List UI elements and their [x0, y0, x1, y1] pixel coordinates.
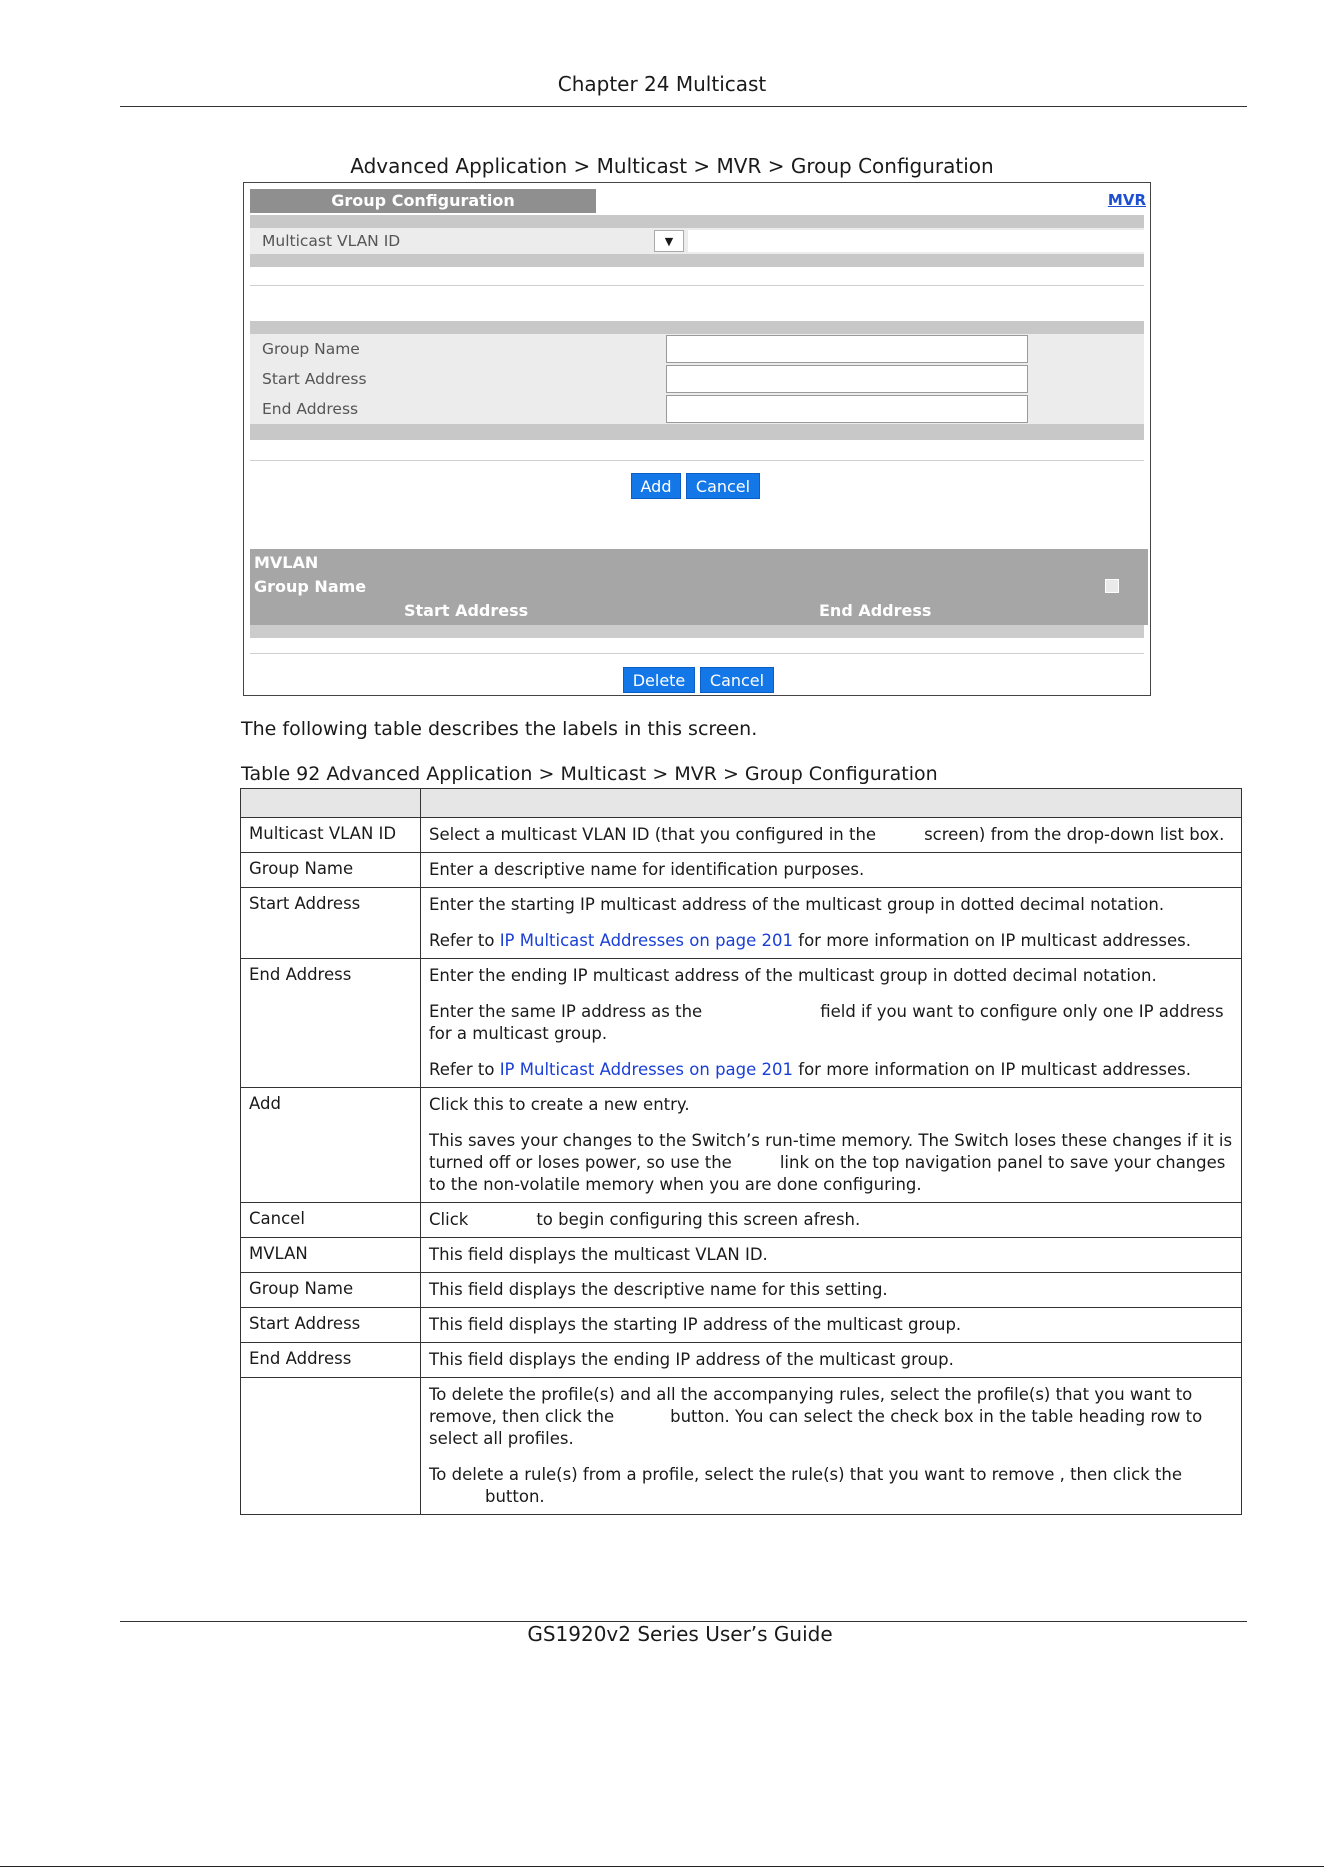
row-label: Add [241, 1088, 421, 1203]
cross-reference-link[interactable]: IP Multicast Addresses on page 201 [499, 1060, 794, 1079]
description-text: This field displays the ending IP address of the multicast group. [429, 1350, 954, 1369]
table-header-cell [241, 789, 421, 818]
row-label: Group Name [241, 853, 421, 888]
row-description [421, 818, 1242, 853]
table-row [241, 1378, 1242, 1515]
table-row [241, 1203, 1242, 1238]
grey-bar [250, 321, 1144, 334]
group-configuration-screen [243, 182, 1151, 696]
description-text: Click this to create a new entry. [429, 1095, 690, 1114]
row-description [421, 1273, 1242, 1308]
multicast-vlan-select[interactable] [654, 230, 684, 252]
description-text: Enter the starting IP multicast address of the multicast group in dotted decimal notation. [429, 895, 1165, 914]
description-text: This field displays the descriptive name for this setting. [429, 1280, 888, 1299]
table-row [241, 1308, 1242, 1343]
row-description [421, 1308, 1242, 1343]
row-description [421, 888, 1242, 959]
start-address-label: Start Address [250, 364, 662, 394]
description-text: Click [429, 1210, 469, 1229]
table-row [241, 888, 1242, 959]
row-description [421, 1378, 1242, 1515]
end-address-input[interactable] [666, 395, 1028, 423]
page-edge-line [0, 1866, 1324, 1867]
row-description [421, 1238, 1242, 1273]
row-label: Cancel [241, 1203, 421, 1238]
grey-bar [250, 625, 1144, 638]
divider [250, 460, 1144, 461]
cross-reference-link[interactable]: IP Multicast Addresses on page 201 [499, 931, 794, 950]
table-row [241, 1238, 1242, 1273]
row-label: Start Address [241, 888, 421, 959]
top-rule [120, 106, 1247, 107]
description-text: To delete the profile(s) and all the accompanying rules, select the profile(s) that you want to remove, then click the [429, 1385, 1193, 1426]
table-header-cell [421, 789, 1242, 818]
group-configuration-tab: Group Configuration [250, 189, 596, 213]
description-text: for more information on IP multicast addresses. [793, 931, 1192, 950]
description-text: field if you want to configure only one IP address for a multicast group. [429, 1002, 1224, 1043]
row-label: End Address [241, 959, 421, 1088]
cancel-button[interactable]: Cancel [686, 473, 760, 499]
row-description [421, 1343, 1242, 1378]
description-text: Enter the ending IP multicast address of the multicast group in dotted decimal notation. [429, 966, 1157, 985]
row-description [421, 853, 1242, 888]
start-address-header: Start Address [404, 601, 529, 620]
description-text: Refer to [429, 1060, 500, 1079]
description-table [240, 788, 1242, 1515]
page-footer: GS1920v2 Series User’s Guide [527, 1622, 833, 1646]
row-label [241, 1378, 421, 1515]
cancel-button-2[interactable]: Cancel [700, 667, 774, 693]
intro-text: The following table describes the labels in this screen. [241, 718, 758, 740]
group-name-input[interactable] [666, 335, 1028, 363]
table-row [241, 959, 1242, 1088]
description-text: Enter a descriptive name for identification purposes. [429, 860, 865, 879]
row-description [421, 1203, 1242, 1238]
end-address-header: End Address [819, 601, 932, 620]
mvr-link[interactable]: MVR [1107, 191, 1146, 209]
table-header-row [241, 789, 1242, 818]
grey-bar [250, 215, 1144, 228]
row-label: Start Address [241, 1308, 421, 1343]
row-label: MVLAN [241, 1238, 421, 1273]
select-all-checkbox[interactable] [1105, 579, 1119, 593]
table-row [241, 853, 1242, 888]
row-label: End Address [241, 1343, 421, 1378]
description-text: This saves your changes to the Switch’s run-time memory. The Switch loses these changes if it is turned off or loses power, so use the [429, 1131, 1233, 1172]
add-button[interactable]: Add [631, 473, 681, 499]
divider [250, 285, 1144, 286]
group-name-label: Group Name [250, 334, 662, 364]
description-text: This field displays the multicast VLAN ID. [429, 1245, 768, 1264]
table-row [241, 1088, 1242, 1203]
description-text: This field displays the starting IP address of the multicast group. [429, 1315, 962, 1334]
table-title: Table 92 Advanced Application > Multicast > MVR > Group Configuration [241, 763, 938, 785]
divider [250, 653, 1144, 654]
description-text: screen) from the drop-down list box. [924, 825, 1225, 844]
table-row [241, 1273, 1242, 1308]
row-label: Multicast VLAN ID [241, 818, 421, 853]
delete-button[interactable]: Delete [623, 667, 695, 693]
end-address-label: End Address [250, 394, 662, 424]
row-label: Group Name [241, 1273, 421, 1308]
row-description [421, 959, 1242, 1088]
chevron-down-icon: ▼ [664, 235, 674, 248]
row-description [421, 1088, 1242, 1203]
chapter-header: Chapter 24 Multicast [557, 72, 767, 96]
mvlan-header: MVLAN [254, 553, 319, 572]
table-row [241, 1343, 1242, 1378]
multicast-vlan-label: Multicast VLAN ID [250, 228, 662, 254]
grey-bar [250, 254, 1144, 267]
table-row [241, 818, 1242, 853]
description-text: link on the top navigation panel to save your changes to the non-volatile memory when you are done configuring. [429, 1153, 1226, 1194]
description-text: Select a multicast VLAN ID (that you configured in the [429, 825, 877, 844]
start-address-input[interactable] [666, 365, 1028, 393]
description-text: To delete a rule(s) from a profile, select the rule(s) that you want to remove , then click the [429, 1465, 1183, 1484]
select-display [688, 230, 1144, 252]
description-text: button. You can select the check box in the table heading row to select all profiles. [429, 1407, 1203, 1448]
group-name-header: Group Name [254, 577, 367, 596]
description-text: for more information on IP multicast addresses. [793, 1060, 1192, 1079]
description-text: Enter the same IP address as the [429, 1002, 703, 1021]
figure-title: Advanced Application > Multicast > MVR > Group Configuration [350, 154, 994, 178]
description-text: to begin configuring this screen afresh. [536, 1210, 861, 1229]
grey-bar [250, 424, 1144, 440]
description-text: Refer to [429, 931, 500, 950]
mvr-list-header [250, 549, 1148, 625]
description-text: button. [485, 1487, 545, 1506]
